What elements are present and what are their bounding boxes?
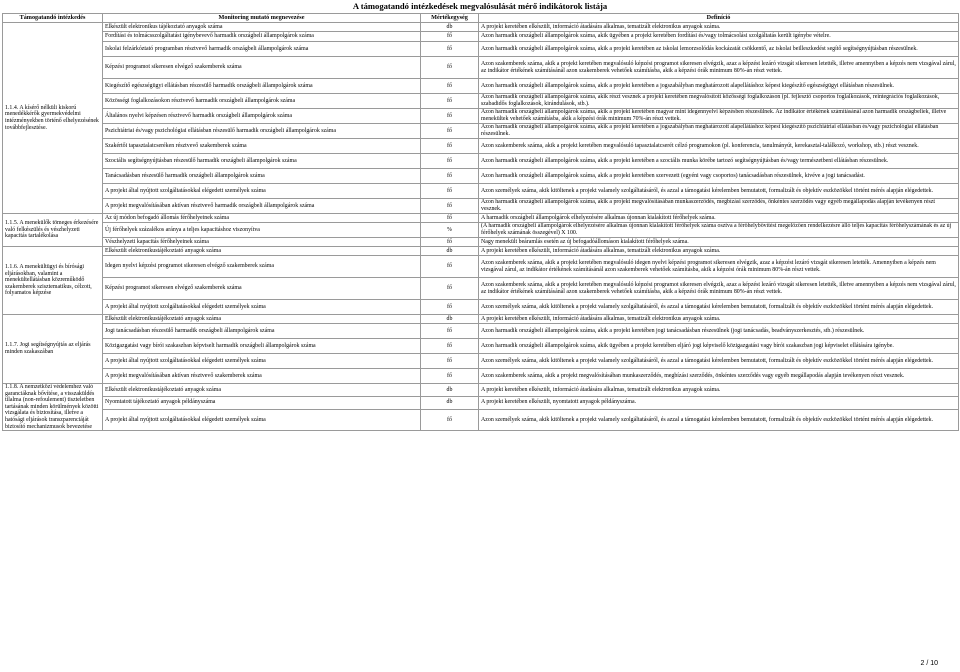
definition-cell: Azon szakemberek száma, akik a projekt keretében megvalósuló tapasztalatcserét célzó programokon (pl. konferencia, tanulmányút, kerekasztal-találkozó, workshop, stb.) részt vesznek. [479, 139, 959, 154]
table-row [3, 384, 959, 397]
unit-cell: fő [421, 256, 479, 278]
table-row [3, 247, 959, 256]
unit-cell: fő [421, 42, 479, 57]
indicator-cell: Közösségi foglalkozásokon résztvevő harmadik országbeli állampolgárok száma [103, 94, 421, 109]
measure-cell: 1.1.6. A menekültügyi és bírósági eljárásokban, valamint a menekültellátásban közreműködő szakemberek szisztematikus, célzott, folyamatos képzése [3, 247, 103, 315]
indicator-cell: Szakértői tapasztalatcseréken résztvevő szakemberek száma [103, 139, 421, 154]
table-row [3, 109, 959, 124]
table-row [3, 169, 959, 184]
table-row [3, 23, 959, 32]
unit-cell: db [421, 315, 479, 324]
table-row [3, 339, 959, 354]
indicator-cell: Szociális segítségnyújtásban részesülő harmadik országbeli állampolgárok száma [103, 154, 421, 169]
indicator-cell: Elkészült elektronikus tájékoztató anyagok száma [103, 23, 421, 32]
indicator-cell: A projekt megvalósításában aktívan résztvevő harmadik országbeli állampolgárok száma [103, 199, 421, 214]
definition-cell: Azon szakemberek száma, akik a projekt keretében megvalósuló idegen nyelvi képzési programot sikeresen elvégzik, azaz a képzést lezáró vizsgát sikeresen letették. Amennyiben a képzés nem vizsgával zárul, az indikátor értékének számításánál azon szakemberek vehetőek számításba, akik a képzési órák minimum 80%-án részt vettek. [479, 256, 959, 278]
table-header-row [3, 14, 959, 23]
unit-cell: fő [421, 154, 479, 169]
table-row [3, 57, 959, 79]
measure-cell: 1.1.8. A nemzetközi védelemhez való garanciáknak bővítése, a visszaküldés tilalma (non-refoulement) tiszteletben tartásának minden körülmények közötti vizsgálata és biztosítása, illetve a hatósági eljárások transzparenciáját biztosító mechanizmusok bevezetése [3, 384, 103, 431]
table-row [3, 238, 959, 247]
unit-cell: fő [421, 409, 479, 430]
table-row [3, 369, 959, 384]
table-row [3, 354, 959, 369]
table-body [3, 23, 959, 431]
definition-cell: (A harmadik országbeli állampolgárok elhelyezésére alkalmas újonnan kialakított férőhelyek száma osztva a férőhelybővítést megelőzően rendelkezésre álló teljes kapacitás férőhelyszámának és az új férőhelyek számának összegével) X 100. [479, 223, 959, 238]
unit-cell: db [421, 23, 479, 32]
header-definition: Definíció [479, 14, 959, 23]
indicator-cell: Képzési programot sikeresen elvégző szakemberek száma [103, 278, 421, 300]
unit-cell: fő [421, 139, 479, 154]
table-row [3, 223, 959, 238]
unit-cell: fő [421, 124, 479, 139]
indicator-cell: Közigazgatási vagy bírói szakaszban képviselt harmadik országbeli állampolgárok száma [103, 339, 421, 354]
definition-cell: Azon harmadik országbeli állampolgárok száma, akik a projekt keretében jogi tanácsadásban részesülnek (jogi tanácsadás, beadványszerkesztés, stb.) részesülnek. [479, 324, 959, 339]
document-title: A támogatandó intézkedések megvalósulását mérő indikátorok listája [352, 1, 608, 11]
table-row [3, 278, 959, 300]
unit-cell: fő [421, 278, 479, 300]
unit-cell: fő [421, 354, 479, 369]
unit-cell: fő [421, 94, 479, 109]
definition-cell: Azon harmadik országbeli állampolgárok száma, akik a projekt megvalósításában munkaszerződés, megbízási szerződés, önkéntes szerződés vagy egyéb megállapodás alapján tevékenyen részt vesznek. [479, 199, 959, 214]
indicator-cell: Kiegészítő egészségügyi ellátásban részesülő harmadik országbeli állampolgárok száma [103, 79, 421, 94]
indicator-cell: Iskolai felzárkóztató programban résztvevő harmadik országbeli állampolgárok száma [103, 42, 421, 57]
unit-cell: db [421, 396, 479, 409]
definition-cell: Azon harmadik országbeli állampolgárok száma, akik a projekt keretében az iskolai lemorzsolódás kockázatát csökkentő, az iskolai beilleszkedést segítő segítségnyújtásban részesülnek. [479, 42, 959, 57]
table-row [3, 409, 959, 430]
table-row [3, 154, 959, 169]
indicator-table [2, 13, 959, 431]
definition-cell: Azon személyek száma, akik kitöltenek a projekt valamely szolgáltatásáról, és azzal a támogatási kérelemben bemutatott, formalizált és objektív eszközökkel történt mérés alapján elégedettek. [479, 184, 959, 199]
definition-cell: Azon szakemberek száma, akik a projekt keretében megvalósuló képzési programot sikeresen elvégzik, azaz a képzést lezáró vizsgát sikeresen letették, illetve amennyiben a képzés nem vizsgával zárul, az indikátor értékének számításánál azon szakemberek vehetőek számításba, akik a képzési órák minimum 80%-án részt vettek. [479, 278, 959, 300]
unit-cell: fő [421, 184, 479, 199]
table-row [3, 139, 959, 154]
unit-cell: fő [421, 57, 479, 79]
table-row [3, 315, 959, 324]
unit-cell: fő [421, 339, 479, 354]
definition-cell: A projekt keretében elkészült, információ átadására alkalmas, tematizált elektronikus anyagok száma. [479, 384, 959, 397]
table-row [3, 79, 959, 94]
definition-cell: Azon személyek száma, akik kitöltenek a projekt valamely szolgáltatásáról, és azzal a támogatási kérelemben bemutatott, formalizált és objektív eszközökkel történt mérés alapján elégedettek. [479, 409, 959, 430]
indicator-cell: Elkészült elektronikustájékoztató anyagok száma [103, 247, 421, 256]
definition-cell: Azon személyek száma, akik kitöltenek a projekt valamely szolgáltatásáról, és azzal a támogatási kérelemben bemutatott, formalizált és objektív eszközökkel történt mérés alapján elégedettek. [479, 300, 959, 315]
indicator-cell: Tanácsadásban részesülő harmadik országbeli állampolgárok száma [103, 169, 421, 184]
indicator-cell: A projekt által nyújtott szolgáltatásokkal elégedett személyek száma [103, 354, 421, 369]
unit-cell: fő [421, 169, 479, 184]
header-indicator: Monitoring mutató megnevezése [103, 14, 421, 23]
indicator-cell: Általános nyelvi képzésen résztvevő harmadik országbeli állampolgárok száma [103, 109, 421, 124]
unit-cell: fő [421, 238, 479, 247]
definition-cell: Azon harmadik országbeli állampolgárok száma, akik ügyében a projekt keretében eljáró jogi képviselő közigazgatási vagy bírói szakaszban jogi képviselet ellátására igénybe. [479, 339, 959, 354]
indicator-cell: Elkészült elektronikustájékoztató anyagok száma [103, 315, 421, 324]
table-row [3, 42, 959, 57]
definition-cell: Azon harmadik országbeli állampolgárok száma, akik a projekt keretében a szociális munka körébe tartozó segítségnyújtásban és/vagy természetbeni ellátásban részesülnek. [479, 154, 959, 169]
definition-cell: Azon harmadik országbeli állampolgárok száma, akik a projekt keretében a jogszabályban meghatározott alapellátáshoz képest kiegészítő pszichiátriai ellátásban és/vagy pszichológiai ellátásban részesülnek. [479, 124, 959, 139]
definition-cell: A projekt keretében elkészült, információ átadására alkalmas, tematizált elektronikus anyagok száma. [479, 247, 959, 256]
indicator-cell: Pszichiátriai és/vagy pszichológiai ellátásban részesülő harmadik országbeli állampolgárok száma [103, 124, 421, 139]
definition-cell: Azon szakemberek száma, akik a projekt megvalósításában munkaszerződés, megbízási szerződés, önkéntes szerződés vagy egyéb megállapodás alapján tevékenyen részt vesznek. [479, 369, 959, 384]
table-row [3, 256, 959, 278]
measure-cell: 1.1.4. A kísérő nélküli kiskorú menedékkérők gyermekvédelmi intézményekben történő elhelyezésének továbbfejlesztése. [3, 23, 103, 214]
definition-cell: A harmadik országbeli állampolgárok elhelyezésére alkalmas újonnan kialakított férőhelyek száma. [479, 214, 959, 223]
table-row [3, 300, 959, 315]
definition-cell: Azon harmadik országbeli állampolgárok száma, akik ügyében a projekt keretében fordítási és/vagy tolmácsolási szolgáltatás került igénybe vételre. [479, 32, 959, 42]
definition-cell: Azon harmadik országbeli állampolgárok száma, akik a projekt keretében a jogszabályban meghatározott alapellátáshoz képest kiegészítő egészségügyi ellátásban részesülnek. [479, 79, 959, 94]
unit-cell: fő [421, 214, 479, 223]
header-measure: Támogatandó intézkedés [3, 14, 103, 23]
indicator-cell: Fordítási és tolmácsszolgáltatást igénybevevő harmadik országbeli állampolgárok száma [103, 32, 421, 42]
indicator-cell: A projekt által nyújtott szolgáltatásokkal elégedett személyek száma [103, 300, 421, 315]
indicator-cell: A projekt által nyújtott szolgáltatásokkal elégedett személyek száma [103, 184, 421, 199]
unit-cell: fő [421, 79, 479, 94]
definition-cell: Azon harmadik országbeli állampolgárok száma, akik részt vesznek a projekt keretében megvalósított közösségi foglalkozáson (pl. fejlesztő csoportos foglalkozások, reintegrációs foglalkozások, szabadidős foglalkozások, kirándulások, stb.). [479, 94, 959, 109]
indicator-cell: Vészhelyzeti kapacitás férőhelyeinek száma [103, 238, 421, 247]
measure-cell: 1.1.5. A menekülők tömeges érkezésére való felkészülés és vészhelyzeti kapacitás tartalékolása [3, 214, 103, 247]
indicator-cell: A projekt megvalósításában aktívan résztvevő szakemberek száma [103, 369, 421, 384]
indicator-cell: Jogi tanácsadásban részesülő harmadik országbeli állampolgárok száma [103, 324, 421, 339]
table-row [3, 184, 959, 199]
table-row [3, 124, 959, 139]
indicator-cell: Elkészült elektronikustájékoztató anyagok száma [103, 384, 421, 397]
header-unit: Mértékegység [421, 14, 479, 23]
indicator-cell: Nyomtatott tájékoztató anyagok példányszáma [103, 396, 421, 409]
unit-cell: fő [421, 199, 479, 214]
definition-cell: Nagy menekült beáramlás esetén az új befogadóállomáson kialakított férőhelyek száma. [479, 238, 959, 247]
indicator-cell: Új férőhelyek százalékos aránya a teljes kapacitáshoz viszonyítva [103, 223, 421, 238]
unit-cell: fő [421, 324, 479, 339]
indicator-cell: Idegen nyelvi képzési programot sikeresen elvégző szakemberek száma [103, 256, 421, 278]
indicator-cell: A projekt által nyújtott szolgáltatásokkal elégedett személyek száma [103, 409, 421, 430]
page-number: 2 / 10 [920, 660, 938, 667]
definition-cell: Azon személyek száma, akik kitöltenek a projekt valamely szolgáltatásáról, és azzal a támogatási kérelemben bemutatott, formalizált és objektív eszközökkel történt mérés alapján elégedettek. [479, 354, 959, 369]
unit-cell: fő [421, 369, 479, 384]
definition-cell: Azon harmadik országbeli állampolgárok száma, akik a projekt keretében magyar mint idegennyelvi képzésben részesülnek. Az indikátor értékének számításánál azon harmadik országbeliek, illetve menekültek vehetőek számításba, akik a képzési órák minimum 70%-án részt vettek. [479, 109, 959, 124]
table-row [3, 324, 959, 339]
unit-cell: fő [421, 300, 479, 315]
measure-cell: 1.1.7. Jogi segítségnyújtás az eljárás minden szakaszában [3, 315, 103, 384]
definition-cell: Azon szakemberek száma, akik a projekt keretében megvalósuló képzési programot sikeresen elvégzik, azaz a képzést lezáró vizsgát sikeresen letették, illetve amennyiben a képzés nem vizsgával zárul, az indikátor értékének számításánál azon szakemberek vehetőek számításba, akik a képzési órák minimum 80%-án részt vettek. [479, 57, 959, 79]
unit-cell: fő [421, 32, 479, 42]
table-row [3, 199, 959, 214]
table-row [3, 94, 959, 109]
definition-cell: Azon harmadik országbeli állampolgárok száma, akik a projekt keretében szervezett (egyéni vagy csoportos) tanácsadásban részesülnek, kivéve a jogi tanácsadást. [479, 169, 959, 184]
indicator-cell: Az új módon befogadó állomás férőhelyeinek száma [103, 214, 421, 223]
unit-cell: % [421, 223, 479, 238]
definition-cell: A projekt keretében elkészült, információ átadására alkalmas, tematizált elektronikus anyagok száma. [479, 315, 959, 324]
unit-cell: db [421, 384, 479, 397]
definition-cell: A projekt keretében elkészült, információ átadására alkalmas, tematizált elektronikus anyagok száma. [479, 23, 959, 32]
table-row [3, 214, 959, 223]
unit-cell: db [421, 247, 479, 256]
table-row [3, 396, 959, 409]
indicator-cell: Képzési programot sikeresen elvégző szakemberek száma [103, 57, 421, 79]
unit-cell: fő [421, 109, 479, 124]
table-row [3, 32, 959, 42]
definition-cell: A projekt keretében elkészült, nyomtatott anyagok példányszáma. [479, 396, 959, 409]
